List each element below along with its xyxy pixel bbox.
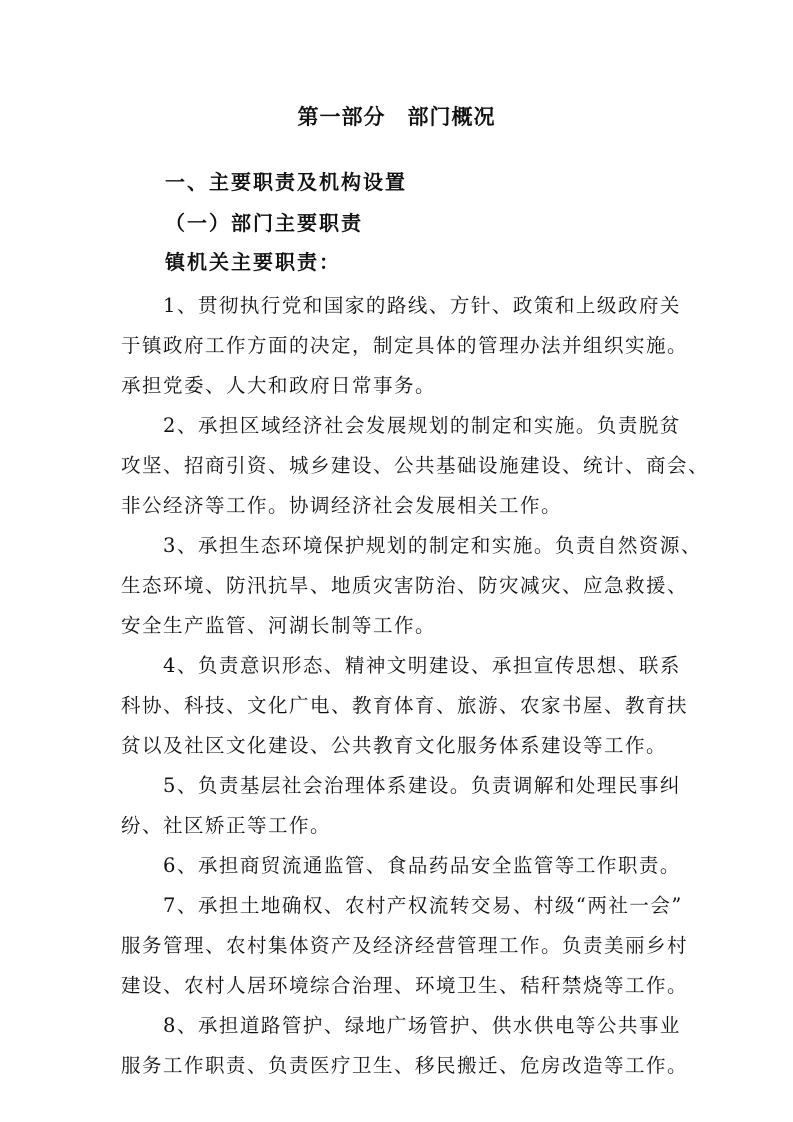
paragraph-line: 6、承担商贸流通监管、食品药品安全监管等工作职责。 [163,854,681,877]
paragraph-line: 服务工作职责、负责医疗卫生、移民搬迁、危房改造等工作。 [121,1054,689,1077]
page-title: 第一部分 部门概况 [297,105,496,129]
paragraph-line: 承担党委、人大和政府日常事务。 [121,374,437,397]
section-heading: 一、主要职责及机构设置 [165,170,407,194]
duty-paragraph [121,1006,689,1086]
paragraph-line: 生态环境、防汛抗旱、地质灾害防治、防灾减灾、应急救援、 [121,574,689,597]
duty-paragraph [121,766,681,846]
paragraph-line: 1、贯彻执行党和国家的路线、方针、政策和上级政府关 [163,294,681,317]
paragraph-line: 3、承担生态环境保护规划的制定和实施。负责自然资源、 [163,534,702,557]
duty-paragraph [121,846,681,886]
paragraph-line: 8、承担道路管护、绿地广场管护、供水供电等公共事业 [163,1014,681,1037]
paragraph-line: 非公经济等工作。协调经济社会发展相关工作。 [121,494,563,517]
paragraph-line: 服务管理、农村集体资产及经济经营管理工作。负责美丽乡村 [121,934,689,957]
paragraph-line: 贫以及社区文化建设、公共教育文化服务体系建设等工作。 [121,734,668,757]
paragraph-line: 7、承担土地确权、农村产权流转交易、村级“两社一会” [163,894,683,917]
paragraph-line: 于镇政府工作方面的决定，制定具体的管理办法并组织实施。 [121,334,689,357]
intro-label: 镇机关主要职责： [165,250,341,274]
duty-paragraph [121,286,689,406]
paragraph-line: 安全生产监管、河湖长制等工作。 [121,614,437,637]
paragraph-line: 攻坚、招商引资、城乡建设、公共基础设施建设、统计、商会、 [121,454,710,477]
body-text [121,286,710,1086]
paragraph-line: 2、承担区域经济社会发展规划的制定和实施。负责脱贫 [163,414,681,437]
subsection-heading: （一）部门主要职责 [165,211,363,235]
paragraph-line: 纷、社区矫正等工作。 [121,814,332,837]
duty-paragraph [121,526,702,646]
paragraph-line: 4、负责意识形态、精神文明建设、承担宣传思想、联系 [163,654,681,677]
duty-paragraph [121,886,689,1006]
duty-paragraph [121,406,710,526]
paragraph-line: 5、负责基层社会治理体系建设。负责调解和处理民事纠 [163,774,681,797]
paragraph-line: 科协、科技、文化广电、教育体育、旅游、农家书屋、教育扶 [121,694,689,717]
paragraph-line: 建设、农村人居环境综合治理、环境卫生、秸秆禁烧等工作。 [121,974,689,997]
duty-paragraph [121,646,689,766]
